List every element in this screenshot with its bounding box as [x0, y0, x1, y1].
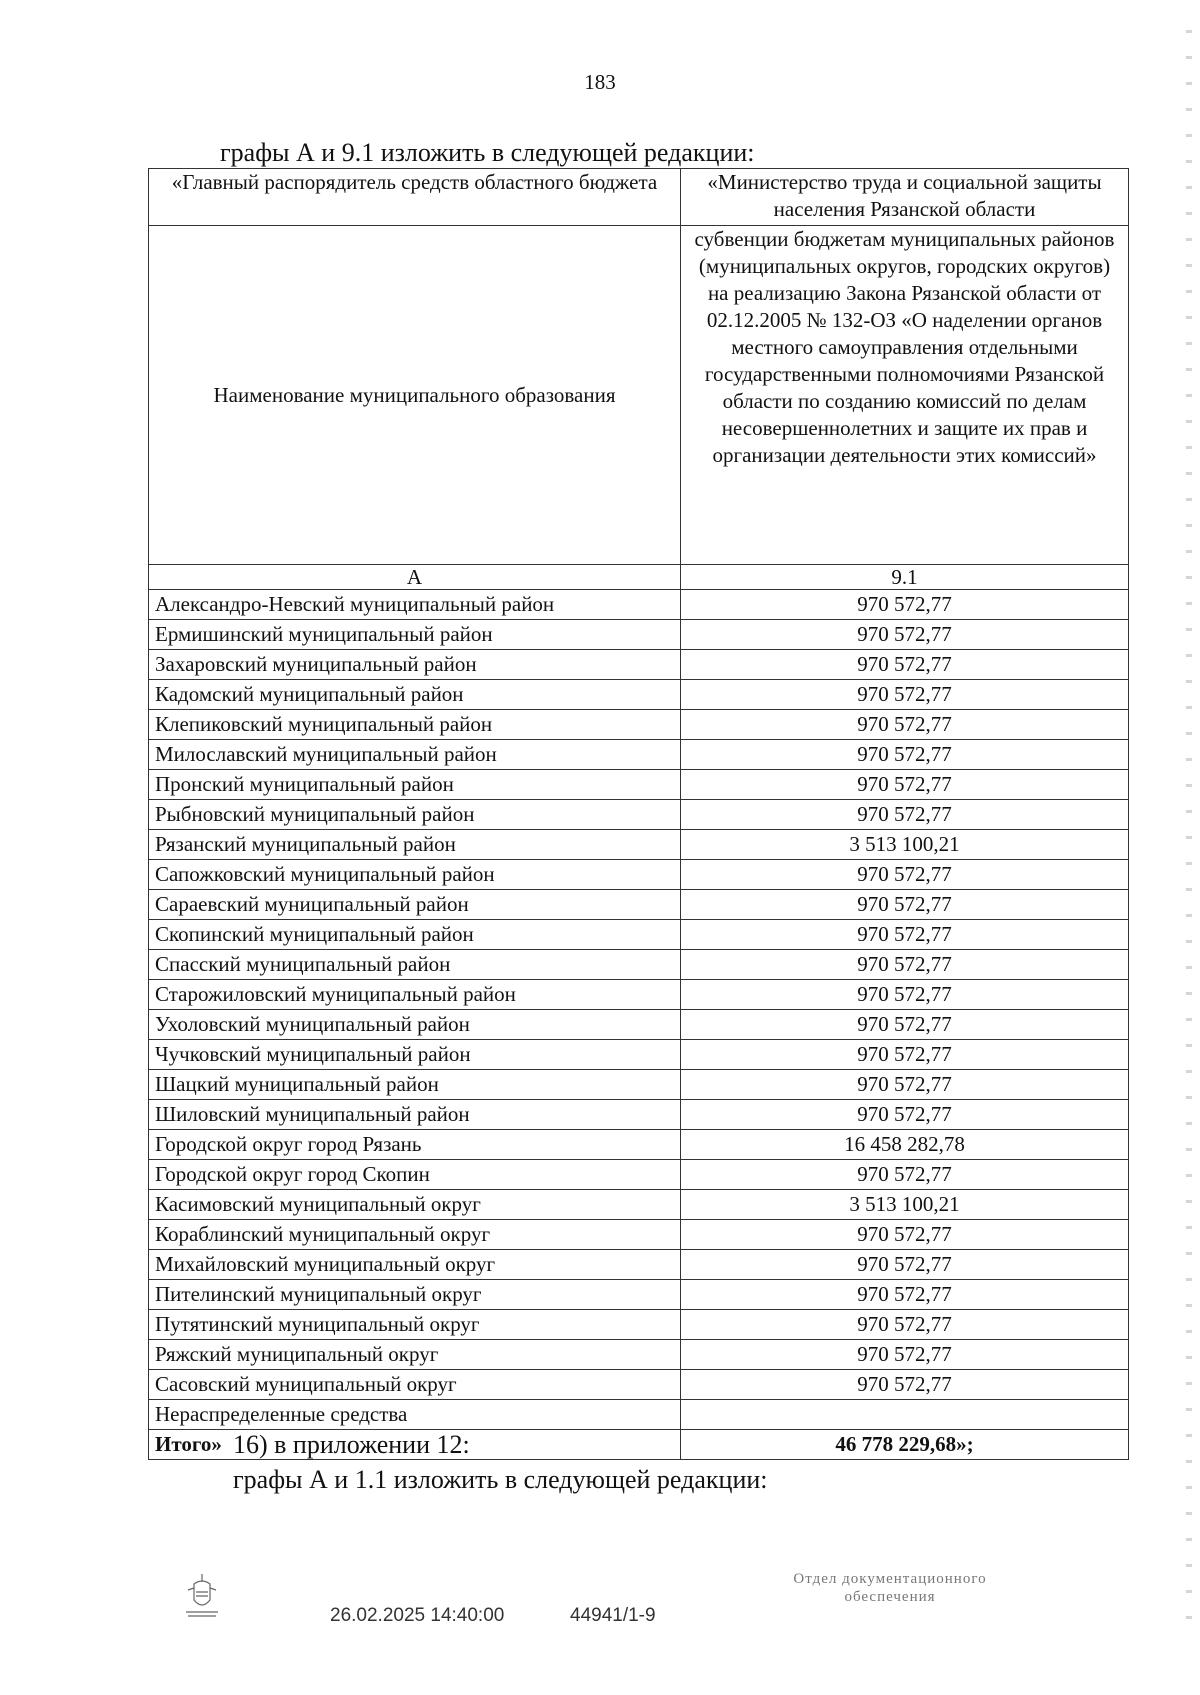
- table-row: [149, 1190, 1129, 1220]
- header-distributor-label: «Главный распорядитель средств областного бюджета: [149, 169, 681, 226]
- table-row: [149, 830, 1129, 860]
- municipality-name: Скопинский муниципальный район: [149, 920, 681, 950]
- subvention-amount: 970 572,77: [681, 1370, 1129, 1400]
- subvention-amount: 970 572,77: [681, 950, 1129, 980]
- table-row: [149, 800, 1129, 830]
- subvention-amount: 970 572,77: [681, 1280, 1129, 1310]
- table-row: [149, 950, 1129, 980]
- table-row: [149, 1310, 1129, 1340]
- table-row: [149, 1160, 1129, 1190]
- coat-of-arms-icon: [182, 1570, 222, 1618]
- table-row: [149, 1100, 1129, 1130]
- column-labels-row: [149, 565, 1129, 590]
- table-row: [149, 1340, 1129, 1370]
- subvention-amount: 970 572,77: [681, 800, 1129, 830]
- municipality-name: Александро-Невский муниципальный район: [149, 590, 681, 620]
- subvention-amount: 3 513 100,21: [681, 830, 1129, 860]
- municipality-name: Кадомский муниципальный район: [149, 680, 681, 710]
- subvention-amount: 970 572,77: [681, 680, 1129, 710]
- table-row: [149, 710, 1129, 740]
- subvention-amount: 970 572,77: [681, 1220, 1129, 1250]
- intro-text: графы А и 9.1 изложить в следующей редакции:: [220, 138, 755, 167]
- municipality-name: Михайловский муниципальный округ: [149, 1250, 681, 1280]
- header-municipality-label: Наименование муниципального образования: [149, 226, 681, 565]
- subvention-amount: 3 513 100,21: [681, 1190, 1129, 1220]
- municipality-name: Пронский муниципальный район: [149, 770, 681, 800]
- table-row: [149, 1400, 1129, 1430]
- subvention-amount: 970 572,77: [681, 620, 1129, 650]
- municipality-name: Городской округ город Скопин: [149, 1160, 681, 1190]
- table-row: [149, 1370, 1129, 1400]
- municipality-name: Ряжский муниципальный округ: [149, 1340, 681, 1370]
- municipality-name: Ермишинский муниципальный район: [149, 620, 681, 650]
- header-ministry-name: «Министерство труда и социальной защиты населения Рязанской области: [681, 169, 1129, 226]
- municipality-name: Рыбновский муниципальный район: [149, 800, 681, 830]
- municipality-name: Захаровский муниципальный район: [149, 650, 681, 680]
- subvention-amount: 970 572,77: [681, 1340, 1129, 1370]
- subvention-amount: 970 572,77: [681, 710, 1129, 740]
- municipality-name: Сасовский муниципальный округ: [149, 1370, 681, 1400]
- total-value: 46 778 229,68»;: [681, 1430, 1129, 1460]
- table-row: [149, 1010, 1129, 1040]
- header-row-description: [149, 226, 1129, 565]
- municipality-name: Сараевский муниципальный район: [149, 890, 681, 920]
- municipality-name: Шиловский муниципальный район: [149, 1100, 681, 1130]
- municipality-name: Касимовский муниципальный округ: [149, 1190, 681, 1220]
- table-row: [149, 650, 1129, 680]
- municipality-name: Ухоловский муниципальный район: [149, 1010, 681, 1040]
- subvention-amount: 970 572,77: [681, 740, 1129, 770]
- municipality-name: Рязанский муниципальный район: [149, 830, 681, 860]
- subvention-amount: 970 572,77: [681, 1010, 1129, 1040]
- table-row: [149, 1040, 1129, 1070]
- table-row: [149, 620, 1129, 650]
- municipality-name: Спасский муниципальный район: [149, 950, 681, 980]
- subvention-amount: 970 572,77: [681, 920, 1129, 950]
- header-row-distributor: [149, 169, 1129, 226]
- column-label-9-1: 9.1: [681, 565, 1129, 590]
- municipality-name: Путятинский муниципальный округ: [149, 1310, 681, 1340]
- columns-edit-line: графы А и 1.1 изложить в следующей редакции:: [233, 1465, 768, 1494]
- subvention-amount: 970 572,77: [681, 1040, 1129, 1070]
- table-row: [149, 1070, 1129, 1100]
- table-row: [149, 1280, 1129, 1310]
- column-label-a: А: [149, 565, 681, 590]
- subvention-amount: 16 458 282,78: [681, 1130, 1129, 1160]
- subvention-amount: 970 572,77: [681, 770, 1129, 800]
- table-row: [149, 1130, 1129, 1160]
- subvention-amount: 970 572,77: [681, 860, 1129, 890]
- municipality-name: Пителинский муниципальный округ: [149, 1280, 681, 1310]
- subvention-amount: 970 572,77: [681, 890, 1129, 920]
- budget-table: [148, 168, 1129, 1460]
- table-row: [149, 920, 1129, 950]
- stamp-line-1: Отдел документационного: [793, 1571, 987, 1587]
- department-stamp: [745, 1570, 1035, 1606]
- subvention-amount: 970 572,77: [681, 1160, 1129, 1190]
- municipality-name: Милославский муниципальный район: [149, 740, 681, 770]
- table-row: [149, 680, 1129, 710]
- municipality-name: Клепиковский муниципальный район: [149, 710, 681, 740]
- table-row: [149, 1220, 1129, 1250]
- table-row: [149, 770, 1129, 800]
- subvention-amount: 970 572,77: [681, 1250, 1129, 1280]
- municipality-name: Старожиловский муниципальный район: [149, 980, 681, 1010]
- subvention-amount: 970 572,77: [681, 590, 1129, 620]
- table-row: [149, 590, 1129, 620]
- subvention-amount: 970 572,77: [681, 650, 1129, 680]
- table-row: [149, 860, 1129, 890]
- subvention-amount: 970 572,77: [681, 1070, 1129, 1100]
- subvention-amount: 970 572,77: [681, 1310, 1129, 1340]
- appendix-12-line: 16) в приложении 12:: [233, 1430, 470, 1459]
- municipality-name: Шацкий муниципальный район: [149, 1070, 681, 1100]
- table-row: [149, 890, 1129, 920]
- table-row: [149, 980, 1129, 1010]
- header-subvention-description: субвенции бюджетам муниципальных районов (муниципальных округов, городских округов) на реализацию Закона Рязанской области от 02.12.2005 № 132-ОЗ «О наделении органов местного самоуправления отдельными государственными полномочиями Рязанской области по созданию комиссий по делам несовершеннолетних и защите их прав и организации деятельности этих комиссий»: [681, 226, 1129, 565]
- scan-edge-marks: [1186, 30, 1192, 1630]
- municipality-name: Чучковский муниципальный район: [149, 1040, 681, 1070]
- subvention-amount: 970 572,77: [681, 980, 1129, 1010]
- subvention-amount: [681, 1400, 1129, 1430]
- table-row: [149, 740, 1129, 770]
- footer-datetime: 26.02.2025 14:40:00: [330, 1605, 505, 1626]
- subvention-amount: 970 572,77: [681, 1100, 1129, 1130]
- table-row: [149, 1250, 1129, 1280]
- municipality-name: Кораблинский муниципальный округ: [149, 1220, 681, 1250]
- page-number: 183: [584, 70, 616, 94]
- municipality-name: Нераспределенные средства: [149, 1400, 681, 1430]
- total-label: Итого»: [149, 1430, 681, 1460]
- footer-doc-number: 44941/1-9: [570, 1605, 656, 1626]
- municipality-name: Городской округ город Рязань: [149, 1130, 681, 1160]
- municipality-name: Сапожковский муниципальный район: [149, 860, 681, 890]
- stamp-line-2: обеспечения: [844, 1589, 936, 1605]
